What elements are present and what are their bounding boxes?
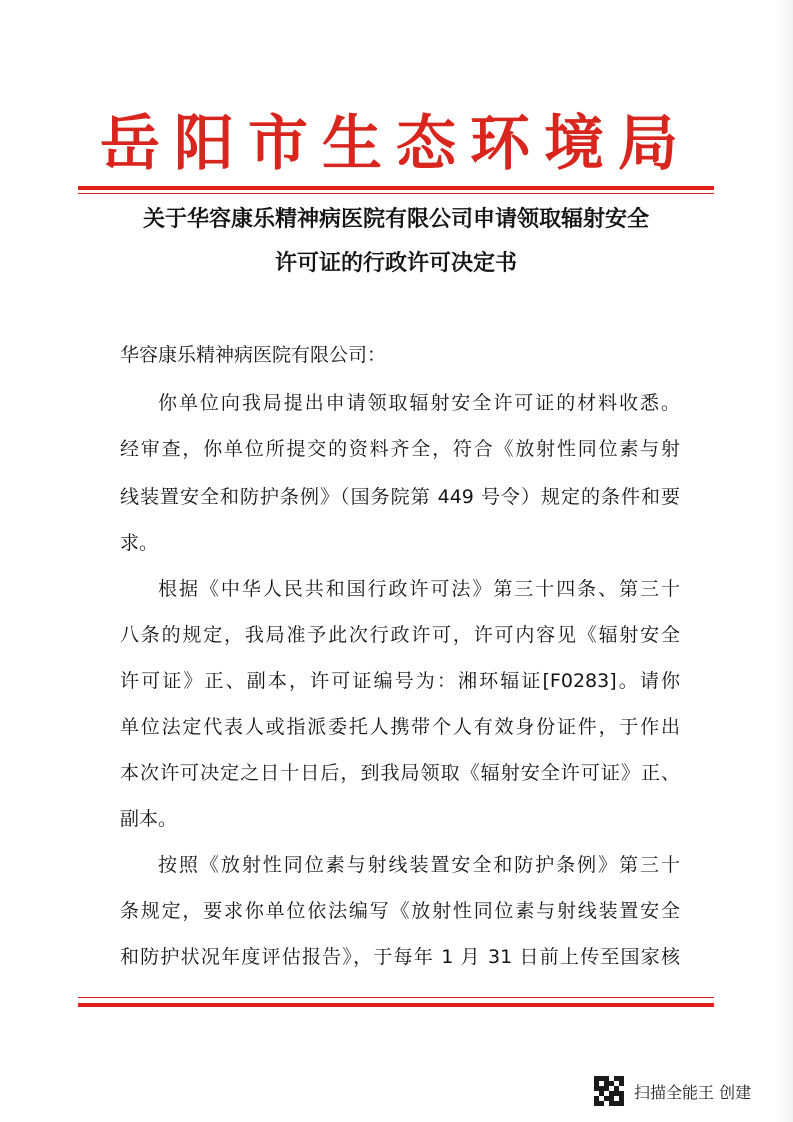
paragraph-1-line-1: 你单位向我局提出申请领取辐射安全许可证的材料收悉。 [158, 392, 680, 414]
letterhead-rule-thick [78, 186, 714, 190]
salutation: 华容康乐精神病医院有限公司： [120, 344, 387, 366]
paragraph-1-line-3: 线装置安全和防护条例》（国务院第 449 号令）规定的条件和要 [120, 486, 680, 508]
qr-code-icon [594, 1076, 624, 1106]
paragraph-3-line-3: 和防护状况年度评估报告》，于每年 1 月 31 日前上传至国家核 [120, 946, 680, 968]
paragraph-2-line-3: 许可证》正、副本，许可证编号为：湘环辐证[F0283]。请你 [120, 670, 680, 692]
paragraph-3-line-2: 条规定，要求你单位依法编写《放射性同位素与射线装置安全 [120, 900, 680, 922]
paragraph-2-line-5: 本次许可决定之日十日后，到我局领取《辐射安全许可证》正、 [120, 762, 680, 784]
paragraph-3-line-1: 按照《放射性同位素与射线装置安全和防护条例》第三十 [158, 854, 680, 876]
letterhead-rule-thin [78, 193, 714, 194]
document-title-line-1: 关于华容康乐精神病医院有限公司申请领取辐射安全 [142, 207, 649, 232]
scanner-watermark [594, 1072, 774, 1110]
paragraph-2-line-6: 副本。 [120, 808, 178, 830]
paragraph-2-line-2: 八条的规定，我局准予此次行政许可，许可内容见《辐射安全 [120, 624, 680, 646]
paragraph-1-line-4: 求。 [120, 532, 159, 554]
scan-shadow-edge [775, 0, 793, 1122]
footer-rule-thin [78, 997, 714, 998]
letterhead-org-name: 岳阳市生态环境局 [100, 109, 692, 179]
paragraph-1-line-2: 经审查，你单位所提交的资料齐全，符合《放射性同位素与射 [120, 438, 680, 460]
document-title-line-2: 许可证的行政许可决定书 [274, 251, 517, 276]
paragraph-2-line-4: 单位法定代表人或指派委托人携带个人有效身份证件，于作出 [120, 716, 680, 738]
scanner-label: 扫描全能王 创建 [634, 1082, 752, 1102]
paragraph-2-line-1: 根据《中华人民共和国行政许可法》第三十四条、第三十 [158, 578, 680, 600]
footer-rule-thick [78, 1003, 714, 1007]
